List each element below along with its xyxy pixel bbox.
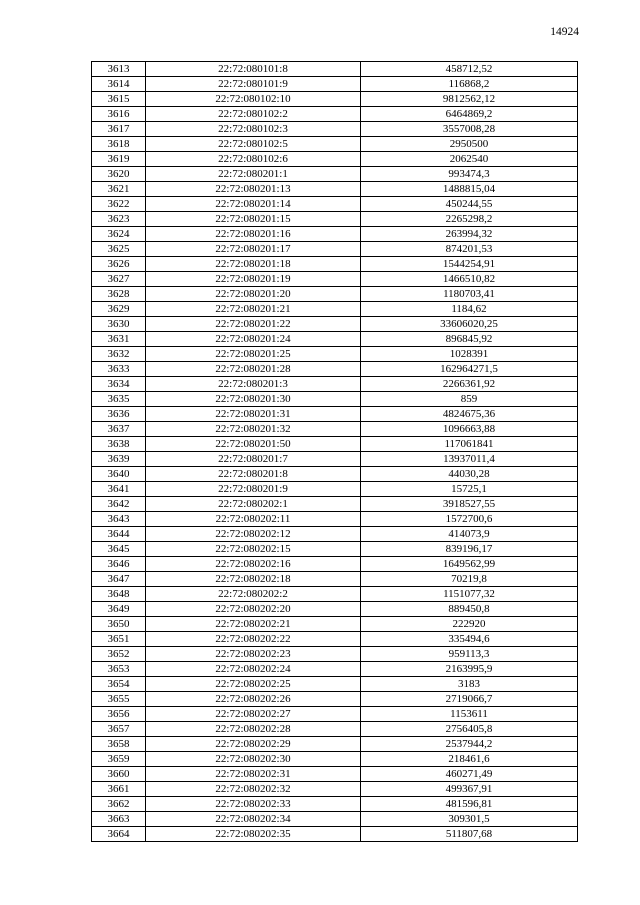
cadastral-value-cell: 70219,8: [361, 572, 578, 587]
cadastral-number-cell: 22:72:080101:9: [146, 77, 361, 92]
row-number-cell: 3658: [92, 737, 146, 752]
row-number-cell: 3630: [92, 317, 146, 332]
row-number-cell: 3619: [92, 152, 146, 167]
row-number-cell: 3632: [92, 347, 146, 362]
table-row: [92, 647, 578, 662]
cadastral-value-cell: 993474,3: [361, 167, 578, 182]
cadastral-number-cell: 22:72:080201:18: [146, 257, 361, 272]
table-row: [92, 662, 578, 677]
cadastral-number-cell: 22:72:080201:14: [146, 197, 361, 212]
cadastral-value-cell: 2265298,2: [361, 212, 578, 227]
cadastral-number-cell: 22:72:080202:15: [146, 542, 361, 557]
row-number-cell: 3654: [92, 677, 146, 692]
cadastral-number-cell: 22:72:080201:20: [146, 287, 361, 302]
cadastral-number-cell: 22:72:080201:22: [146, 317, 361, 332]
cadastral-value-cell: 33606020,25: [361, 317, 578, 332]
row-number-cell: 3641: [92, 482, 146, 497]
cadastral-value-cell: 1153611: [361, 707, 578, 722]
cadastral-number-cell: 22:72:080201:31: [146, 407, 361, 422]
cadastral-number-cell: 22:72:080101:8: [146, 62, 361, 77]
cadastral-number-cell: 22:72:080201:3: [146, 377, 361, 392]
cadastral-value-cell: 335494,6: [361, 632, 578, 647]
cadastral-number-cell: 22:72:080202:20: [146, 602, 361, 617]
cadastral-value-cell: 511807,68: [361, 827, 578, 842]
table-row: [92, 572, 578, 587]
cadastral-number-cell: 22:72:080202:27: [146, 707, 361, 722]
table-row: [92, 242, 578, 257]
row-number-cell: 3639: [92, 452, 146, 467]
cadastral-value-cell: 9812562,12: [361, 92, 578, 107]
cadastral-value-cell: 2756405,8: [361, 722, 578, 737]
table-row: [92, 497, 578, 512]
row-number-cell: 3638: [92, 437, 146, 452]
table-row: [92, 602, 578, 617]
cadastral-number-cell: 22:72:080202:32: [146, 782, 361, 797]
table-row: [92, 362, 578, 377]
table-row: [92, 392, 578, 407]
cadastral-number-cell: 22:72:080202:23: [146, 647, 361, 662]
cadastral-value-cell: 460271,49: [361, 767, 578, 782]
row-number-cell: 3655: [92, 692, 146, 707]
cadastral-value-cell: 3557008,28: [361, 122, 578, 137]
cadastral-value-cell: 2537944,2: [361, 737, 578, 752]
cadastral-value-cell: 1466510,82: [361, 272, 578, 287]
row-number-cell: 3662: [92, 797, 146, 812]
cadastral-value-cell: 1184,62: [361, 302, 578, 317]
cadastral-number-cell: 22:72:080201:24: [146, 332, 361, 347]
table-row: [92, 272, 578, 287]
row-number-cell: 3631: [92, 332, 146, 347]
cadastral-number-cell: 22:72:080102:10: [146, 92, 361, 107]
cadastral-number-cell: 22:72:080201:17: [146, 242, 361, 257]
cadastral-number-cell: 22:72:080202:28: [146, 722, 361, 737]
row-number-cell: 3633: [92, 362, 146, 377]
cadastral-number-cell: 22:72:080202:21: [146, 617, 361, 632]
cadastral-value-cell: 1544254,91: [361, 257, 578, 272]
cadastral-number-cell: 22:72:080102:3: [146, 122, 361, 137]
table-row: [92, 737, 578, 752]
cadastral-number-cell: 22:72:080202:34: [146, 812, 361, 827]
cadastral-value-cell: 44030,28: [361, 467, 578, 482]
cadastral-number-cell: 22:72:080202:16: [146, 557, 361, 572]
table-row: [92, 62, 578, 77]
row-number-cell: 3652: [92, 647, 146, 662]
row-number-cell: 3620: [92, 167, 146, 182]
table-row: [92, 197, 578, 212]
cadastral-number-cell: 22:72:080202:25: [146, 677, 361, 692]
row-number-cell: 3627: [92, 272, 146, 287]
cadastral-value-cell: 414073,9: [361, 527, 578, 542]
cadastral-number-cell: 22:72:080201:19: [146, 272, 361, 287]
cadastral-number-cell: 22:72:080202:24: [146, 662, 361, 677]
cadastral-number-cell: 22:72:080102:6: [146, 152, 361, 167]
table-row: [92, 797, 578, 812]
cadastral-number-cell: 22:72:080202:2: [146, 587, 361, 602]
table-row: [92, 827, 578, 842]
table-row: [92, 482, 578, 497]
cadastral-number-cell: 22:72:080202:11: [146, 512, 361, 527]
table-body: [92, 62, 578, 842]
row-number-cell: 3614: [92, 77, 146, 92]
table-row: [92, 377, 578, 392]
row-number-cell: 3649: [92, 602, 146, 617]
row-number-cell: 3646: [92, 557, 146, 572]
table-row: [92, 107, 578, 122]
cadastral-value-cell: 117061841: [361, 437, 578, 452]
cadastral-number-cell: 22:72:080102:2: [146, 107, 361, 122]
row-number-cell: 3617: [92, 122, 146, 137]
table-row: [92, 677, 578, 692]
row-number-cell: 3656: [92, 707, 146, 722]
table-row: [92, 137, 578, 152]
cadastral-number-cell: 22:72:080201:16: [146, 227, 361, 242]
cadastral-value-cell: 874201,53: [361, 242, 578, 257]
table-row: [92, 167, 578, 182]
row-number-cell: 3624: [92, 227, 146, 242]
table-row: [92, 812, 578, 827]
cadastral-value-cell: 2062540: [361, 152, 578, 167]
row-number-cell: 3659: [92, 752, 146, 767]
cadastral-number-cell: 22:72:080202:22: [146, 632, 361, 647]
cadastral-value-cell: 896845,92: [361, 332, 578, 347]
cadastral-number-cell: 22:72:080201:7: [146, 452, 361, 467]
cadastral-value-cell: 116868,2: [361, 77, 578, 92]
cadastral-value-cell: 450244,55: [361, 197, 578, 212]
table-row: [92, 287, 578, 302]
cadastral-value-cell: 1488815,04: [361, 182, 578, 197]
table-row: [92, 347, 578, 362]
row-number-cell: 3657: [92, 722, 146, 737]
row-number-cell: 3647: [92, 572, 146, 587]
cadastral-value-cell: 3183: [361, 677, 578, 692]
table-row: [92, 722, 578, 737]
cadastral-number-cell: 22:72:080201:8: [146, 467, 361, 482]
cadastral-value-cell: 1151077,32: [361, 587, 578, 602]
cadastral-value-table: [91, 61, 578, 842]
row-number-cell: 3644: [92, 527, 146, 542]
cadastral-number-cell: 22:72:080202:33: [146, 797, 361, 812]
table-row: [92, 212, 578, 227]
cadastral-value-cell: 1028391: [361, 347, 578, 362]
table-row: [92, 152, 578, 167]
table-row: [92, 92, 578, 107]
row-number-cell: 3613: [92, 62, 146, 77]
row-number-cell: 3642: [92, 497, 146, 512]
cadastral-value-cell: 263994,32: [361, 227, 578, 242]
table-row: [92, 77, 578, 92]
row-number-cell: 3643: [92, 512, 146, 527]
row-number-cell: 3635: [92, 392, 146, 407]
cadastral-number-cell: 22:72:080201:9: [146, 482, 361, 497]
cadastral-number-cell: 22:72:080202:30: [146, 752, 361, 767]
cadastral-number-cell: 22:72:080201:21: [146, 302, 361, 317]
table-row: [92, 767, 578, 782]
row-number-cell: 3622: [92, 197, 146, 212]
table-row: [92, 542, 578, 557]
cadastral-number-cell: 22:72:080202:35: [146, 827, 361, 842]
row-number-cell: 3623: [92, 212, 146, 227]
table-row: [92, 557, 578, 572]
row-number-cell: 3640: [92, 467, 146, 482]
row-number-cell: 3625: [92, 242, 146, 257]
cadastral-number-cell: 22:72:080201:25: [146, 347, 361, 362]
cadastral-number-cell: 22:72:080201:15: [146, 212, 361, 227]
table-row: [92, 527, 578, 542]
cadastral-number-cell: 22:72:080202:31: [146, 767, 361, 782]
table-row: [92, 317, 578, 332]
row-number-cell: 3648: [92, 587, 146, 602]
table-row: [92, 707, 578, 722]
row-number-cell: 3615: [92, 92, 146, 107]
table-row: [92, 422, 578, 437]
cadastral-value-cell: 218461,6: [361, 752, 578, 767]
table-row: [92, 752, 578, 767]
row-number-cell: 3618: [92, 137, 146, 152]
cadastral-value-cell: 6464869,2: [361, 107, 578, 122]
cadastral-value-cell: 499367,91: [361, 782, 578, 797]
row-number-cell: 3628: [92, 287, 146, 302]
table-row: [92, 512, 578, 527]
cadastral-value-cell: 4824675,36: [361, 407, 578, 422]
row-number-cell: 3636: [92, 407, 146, 422]
table-row: [92, 227, 578, 242]
row-number-cell: 3621: [92, 182, 146, 197]
cadastral-number-cell: 22:72:080202:12: [146, 527, 361, 542]
row-number-cell: 3661: [92, 782, 146, 797]
table-row: [92, 452, 578, 467]
cadastral-number-cell: 22:72:080201:50: [146, 437, 361, 452]
cadastral-number-cell: 22:72:080102:5: [146, 137, 361, 152]
cadastral-value-cell: 2163995,9: [361, 662, 578, 677]
table-row: [92, 302, 578, 317]
cadastral-value-cell: 13937011,4: [361, 452, 578, 467]
cadastral-value-cell: 1572700,6: [361, 512, 578, 527]
row-number-cell: 3653: [92, 662, 146, 677]
cadastral-value-cell: 458712,52: [361, 62, 578, 77]
table-row: [92, 692, 578, 707]
table-row: [92, 782, 578, 797]
cadastral-value-cell: 839196,17: [361, 542, 578, 557]
cadastral-number-cell: 22:72:080201:13: [146, 182, 361, 197]
table-row: [92, 122, 578, 137]
table-row: [92, 407, 578, 422]
table-row: [92, 467, 578, 482]
cadastral-value-cell: 889450,8: [361, 602, 578, 617]
cadastral-number-cell: 22:72:080201:30: [146, 392, 361, 407]
cadastral-number-cell: 22:72:080201:28: [146, 362, 361, 377]
cadastral-value-cell: 309301,5: [361, 812, 578, 827]
cadastral-value-cell: 1649562,99: [361, 557, 578, 572]
row-number-cell: 3660: [92, 767, 146, 782]
cadastral-number-cell: 22:72:080202:18: [146, 572, 361, 587]
cadastral-value-cell: 222920: [361, 617, 578, 632]
table-row: [92, 332, 578, 347]
cadastral-value-cell: 1180703,41: [361, 287, 578, 302]
table-row: [92, 632, 578, 647]
row-number-cell: 3651: [92, 632, 146, 647]
cadastral-value-cell: 3918527,55: [361, 497, 578, 512]
table-row: [92, 182, 578, 197]
row-number-cell: 3616: [92, 107, 146, 122]
row-number-cell: 3626: [92, 257, 146, 272]
cadastral-value-cell: 2950500: [361, 137, 578, 152]
row-number-cell: 3650: [92, 617, 146, 632]
cadastral-value-cell: 162964271,5: [361, 362, 578, 377]
cadastral-value-cell: 2719066,7: [361, 692, 578, 707]
row-number-cell: 3634: [92, 377, 146, 392]
table-row: [92, 617, 578, 632]
page-number: 14924: [550, 26, 579, 38]
cadastral-number-cell: 22:72:080201:32: [146, 422, 361, 437]
cadastral-value-cell: 959113,3: [361, 647, 578, 662]
row-number-cell: 3629: [92, 302, 146, 317]
cadastral-value-cell: 1096663,88: [361, 422, 578, 437]
cadastral-value-cell: 859: [361, 392, 578, 407]
cadastral-value-cell: 15725,1: [361, 482, 578, 497]
row-number-cell: 3637: [92, 422, 146, 437]
row-number-cell: 3664: [92, 827, 146, 842]
cadastral-value-cell: 481596,81: [361, 797, 578, 812]
table-row: [92, 587, 578, 602]
cadastral-number-cell: 22:72:080202:29: [146, 737, 361, 752]
table-row: [92, 257, 578, 272]
row-number-cell: 3645: [92, 542, 146, 557]
row-number-cell: 3663: [92, 812, 146, 827]
cadastral-number-cell: 22:72:080202:26: [146, 692, 361, 707]
cadastral-number-cell: 22:72:080202:1: [146, 497, 361, 512]
table-row: [92, 437, 578, 452]
cadastral-value-cell: 2266361,92: [361, 377, 578, 392]
cadastral-number-cell: 22:72:080201:1: [146, 167, 361, 182]
